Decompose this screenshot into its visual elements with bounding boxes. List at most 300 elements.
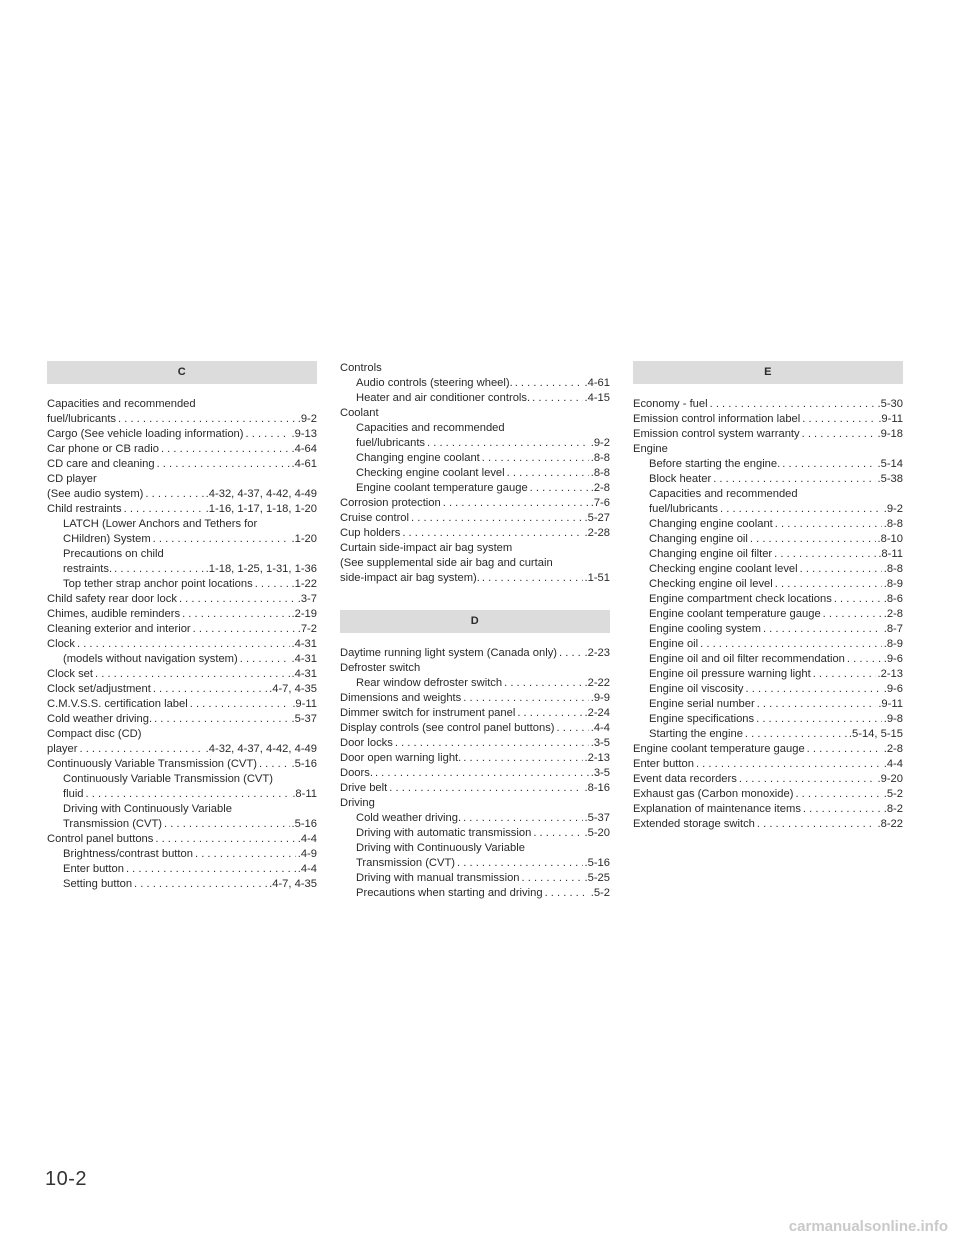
- index-entry: [47, 682, 317, 697]
- page-reference: .4-31: [291, 668, 317, 680]
- index-subentry: [633, 622, 903, 637]
- entry-text: Top tether strap anchor point locations: [63, 578, 253, 590]
- dot-leader: [389, 781, 582, 796]
- entry-text: Changing engine coolant: [649, 518, 773, 530]
- index-entry: [340, 556, 610, 571]
- entry-text: Continuously Variable Transmission (CVT): [47, 758, 257, 770]
- entry-text: Engine oil and oil filter recommendation: [649, 653, 845, 665]
- entry-text: side-impact air bag system).: [340, 572, 480, 584]
- index-entry: [47, 622, 317, 637]
- entry-text: Heater and air conditioner controls.: [356, 392, 531, 404]
- dot-leader: [739, 772, 876, 787]
- page-reference: .5-37: [584, 812, 610, 824]
- page-reference: .5-37: [291, 713, 317, 725]
- entry-text: Defroster switch: [340, 662, 421, 674]
- page-reference: .5-20: [584, 827, 610, 839]
- index-entry: [340, 511, 610, 526]
- entry-text: Daytime running light system (Canada only): [340, 647, 558, 659]
- dot-leader: [557, 721, 589, 736]
- entry-text: Cold weather driving.: [47, 713, 153, 725]
- index-subentry: [633, 547, 903, 562]
- page-reference: .5-14: [877, 458, 903, 470]
- page-reference: .4-64: [291, 443, 317, 455]
- dot-leader: [463, 811, 582, 826]
- entry-text: Enter button: [633, 758, 694, 770]
- page-reference: .8-8: [590, 467, 610, 479]
- page-reference: .7-6: [590, 497, 610, 509]
- section-spacer: [340, 586, 610, 610]
- index-entry: [340, 766, 610, 781]
- dot-leader: [255, 577, 290, 592]
- entry-text: Changing engine coolant: [356, 452, 480, 464]
- dot-leader: [86, 787, 291, 802]
- index-subentry: [47, 547, 317, 562]
- entry-text: Event data recorders: [633, 773, 737, 785]
- index-subentry: [340, 841, 610, 856]
- page-reference: .9-2: [297, 413, 317, 425]
- index-column-3: [633, 361, 903, 832]
- index-subentry: [340, 376, 610, 391]
- dot-leader: [153, 532, 290, 547]
- index-subentry: [633, 592, 903, 607]
- index-entry-list: [47, 397, 317, 892]
- entry-text: Exhaust gas (Carbon monoxide): [633, 788, 794, 800]
- page-reference: .4-31: [291, 653, 317, 665]
- index-subentry: [47, 802, 317, 817]
- entry-text: Continuously Variable Transmission (CVT): [63, 773, 273, 785]
- page-reference: .4-15: [584, 392, 610, 404]
- page-reference: .9-11: [878, 413, 903, 425]
- entry-text: Coolant: [340, 407, 379, 419]
- dot-leader: [155, 832, 295, 847]
- index-entry: [633, 412, 903, 427]
- dot-leader: [545, 886, 589, 901]
- entry-text: Control panel buttons: [47, 833, 154, 845]
- page-reference: .1-18, 1-25, 1-31, 1-36: [205, 563, 317, 575]
- index-entry: [340, 526, 610, 541]
- entry-text: Clock: [47, 638, 75, 650]
- page-reference: .9-18: [877, 428, 903, 440]
- watermark: carmanualsonline.info: [788, 1218, 948, 1235]
- entry-text: Controls: [340, 362, 382, 374]
- dot-leader: [246, 427, 290, 442]
- dot-leader: [807, 742, 882, 757]
- dot-leader: [402, 526, 582, 541]
- dot-leader: [795, 787, 881, 802]
- page-reference: .1-16, 1-17, 1-18, 1-20: [205, 503, 317, 515]
- dot-leader: [745, 727, 847, 742]
- index-entry: [340, 571, 610, 586]
- entry-text: Setting button: [63, 878, 133, 890]
- page-reference: .3-5: [590, 767, 610, 779]
- entry-text: Engine compartment check locations: [649, 593, 832, 605]
- section-header-d: D: [340, 610, 610, 633]
- index-subentry: [47, 532, 317, 547]
- page-reference: .8-9: [883, 638, 903, 650]
- page-reference: .3-5: [590, 737, 610, 749]
- dot-leader: [375, 766, 589, 781]
- index-subentry: [633, 457, 903, 472]
- entry-text: Emission control system warranty: [633, 428, 800, 440]
- index-entry: [633, 802, 903, 817]
- index-entry: [340, 361, 610, 376]
- dot-leader: [114, 562, 204, 577]
- entry-text: Curtain side-impact air bag system: [340, 542, 513, 554]
- entry-text: Dimensions and weights: [340, 692, 462, 704]
- dot-leader: [775, 517, 882, 532]
- page-reference: .5-38: [877, 473, 903, 485]
- dot-leader: [530, 481, 589, 496]
- index-entry: [340, 541, 610, 556]
- page-reference: .1-51: [584, 572, 610, 584]
- entry-text: Doors.: [340, 767, 373, 779]
- index-entry: [340, 796, 610, 811]
- page-reference: .4-9: [297, 848, 317, 860]
- entry-text: Driving with automatic transmission: [356, 827, 532, 839]
- dot-leader: [782, 457, 875, 472]
- index-entry: [633, 442, 903, 457]
- entry-text: Engine oil viscosity: [649, 683, 744, 695]
- entry-text: Dimmer switch for instrument panel: [340, 707, 516, 719]
- entry-text: Checking engine oil level: [649, 578, 773, 590]
- entry-text: Clock set: [47, 668, 94, 680]
- index-entry: [47, 442, 317, 457]
- page-reference: .8-6: [883, 593, 903, 605]
- page-reference: .9-2: [590, 437, 610, 449]
- index-subentry: [47, 577, 317, 592]
- index-entry: [47, 712, 317, 727]
- index-entry: [340, 781, 610, 796]
- entry-text: Checking engine coolant level: [649, 563, 798, 575]
- index-entry: [47, 742, 317, 757]
- index-entry: [47, 487, 317, 502]
- dot-leader: [411, 511, 582, 526]
- entry-text: restraints.: [63, 563, 113, 575]
- entry-text: Changing engine oil: [649, 533, 748, 545]
- index-entry: [633, 817, 903, 832]
- page-reference: .9-13: [291, 428, 317, 440]
- dot-leader: [515, 376, 583, 391]
- index-subentry: [47, 517, 317, 532]
- dot-leader: [182, 607, 289, 622]
- index-subentry: [340, 421, 610, 436]
- entry-text: Engine serial number: [649, 698, 755, 710]
- entry-text: Capacities and recommended: [47, 398, 196, 410]
- index-entry: [47, 637, 317, 652]
- page-reference: .8-9: [883, 578, 903, 590]
- page-reference: .8-2: [883, 803, 903, 815]
- page-reference: .9-8: [883, 713, 903, 725]
- dot-leader: [179, 592, 296, 607]
- entry-text: Engine coolant temperature gauge: [633, 743, 805, 755]
- index-entry-list: [340, 646, 610, 901]
- page-reference: .2-13: [877, 668, 903, 680]
- index-entry: [47, 397, 317, 412]
- page-reference: .2-22: [584, 677, 610, 689]
- page-reference: .1-22: [291, 578, 317, 590]
- index-subentry: [633, 667, 903, 682]
- page-reference: .5-14, 5-15: [848, 728, 903, 740]
- index-entry: [340, 721, 610, 736]
- dot-leader: [195, 847, 296, 862]
- entry-text: Economy - fuel: [633, 398, 708, 410]
- entry-text: Transmission (CVT): [63, 818, 163, 830]
- dot-leader: [834, 592, 882, 607]
- entry-text: Capacities and recommended: [649, 488, 798, 500]
- dot-leader: [443, 496, 589, 511]
- entry-text: C.M.V.S.S. certification label: [47, 698, 188, 710]
- entry-text: Emission control information label: [633, 413, 801, 425]
- index-entry: [47, 427, 317, 442]
- index-entry: [47, 412, 317, 427]
- entry-text: fuel/lubricants: [47, 413, 117, 425]
- entry-text: Engine coolant temperature gauge: [356, 482, 528, 494]
- index-entry: [633, 757, 903, 772]
- index-entry: [340, 406, 610, 421]
- dot-leader: [154, 712, 289, 727]
- page-reference: .4-32, 4-37, 4-42, 4-49: [205, 488, 317, 500]
- dot-leader: [482, 571, 583, 586]
- dot-leader: [164, 817, 289, 832]
- page-reference: .8-16: [584, 782, 610, 794]
- page-reference: .5-30: [877, 398, 903, 410]
- page-reference: .2-28: [584, 527, 610, 539]
- page-reference: .8-10: [877, 533, 903, 545]
- index-subentry: [633, 652, 903, 667]
- entry-text: Drive belt: [340, 782, 388, 794]
- index-entry: [47, 502, 317, 517]
- entry-text: Child safety rear door lock: [47, 593, 177, 605]
- page-reference: .4-7, 4-35: [269, 683, 317, 695]
- page-reference: .4-7, 4-35: [269, 878, 317, 890]
- index-subentry: [340, 481, 610, 496]
- index-subentry: [340, 436, 610, 451]
- entry-text: Engine oil: [649, 638, 699, 650]
- index-subentry: [47, 652, 317, 667]
- dot-leader: [145, 487, 203, 502]
- entry-text: CD care and cleaning: [47, 458, 155, 470]
- dot-leader: [118, 412, 296, 427]
- entry-text: Engine coolant temperature gauge: [649, 608, 821, 620]
- page-reference: .4-4: [297, 863, 317, 875]
- dot-leader: [79, 742, 203, 757]
- index-entry: [340, 706, 610, 721]
- index-entry: [340, 691, 610, 706]
- entry-text: fuel/lubricants: [356, 437, 426, 449]
- page-number: 10-2: [45, 1168, 88, 1190]
- index-entry: [47, 472, 317, 487]
- entry-text: Rear window defroster switch: [356, 677, 503, 689]
- dot-leader: [774, 547, 876, 562]
- entry-text: Cruise control: [340, 512, 410, 524]
- entry-text: LATCH (Lower Anchors and Tethers for: [63, 518, 258, 530]
- index-subentry: [340, 466, 610, 481]
- index-entry: [47, 667, 317, 682]
- entry-text: (See audio system): [47, 488, 144, 500]
- dot-leader: [517, 706, 582, 721]
- dot-leader: [522, 871, 583, 886]
- entry-text: Starting the engine: [649, 728, 743, 740]
- dot-leader: [427, 436, 589, 451]
- entry-text: Cold weather driving.: [356, 812, 462, 824]
- dot-leader: [463, 751, 582, 766]
- dot-leader: [813, 667, 876, 682]
- entry-text: Capacities and recommended: [356, 422, 505, 434]
- page-reference: .8-8: [590, 452, 610, 464]
- index-entry: [340, 646, 610, 661]
- index-subentry: [633, 637, 903, 652]
- entry-text: Transmission (CVT): [356, 857, 456, 869]
- index-column-1: [47, 361, 317, 892]
- entry-text: Engine cooling system: [649, 623, 761, 635]
- dot-leader: [756, 712, 882, 727]
- index-column-2: [340, 361, 610, 901]
- page-reference: .2-8: [883, 608, 903, 620]
- entry-text: Block heater: [649, 473, 712, 485]
- index-entry: [47, 457, 317, 472]
- index-entry: [47, 607, 317, 622]
- index-entry: [633, 772, 903, 787]
- page-reference: .2-23: [584, 647, 610, 659]
- index-entry: [47, 757, 317, 772]
- entry-text: Engine specifications: [649, 713, 755, 725]
- entry-text: fuel/lubricants: [649, 503, 719, 515]
- index-subentry: [340, 826, 610, 841]
- entry-text: Extended storage switch: [633, 818, 755, 830]
- index-subentry: [340, 391, 610, 406]
- page-reference: .5-2: [883, 788, 903, 800]
- entry-text: Corrosion protection: [340, 497, 441, 509]
- section-header-c: C: [47, 361, 317, 384]
- dot-leader: [153, 682, 267, 697]
- entry-text: Clock set/adjustment: [47, 683, 151, 695]
- entry-text: Changing engine oil filter: [649, 548, 773, 560]
- dot-leader: [713, 472, 875, 487]
- dot-leader: [134, 877, 267, 892]
- index-entry-list: [340, 361, 610, 586]
- entry-text: CD player: [47, 473, 97, 485]
- page-reference: .1-20: [291, 533, 317, 545]
- entry-text: Brightness/contrast button: [63, 848, 193, 860]
- index-subentry: [47, 772, 317, 787]
- entry-text: Driving with Continuously Variable: [356, 842, 525, 854]
- index-subentry: [633, 532, 903, 547]
- index-entry: [633, 397, 903, 412]
- dot-leader: [126, 862, 296, 877]
- index-subentry: [340, 871, 610, 886]
- entry-text: (See supplemental side air bag and curtain: [340, 557, 553, 569]
- index-entry: [633, 427, 903, 442]
- index-entry: [633, 742, 903, 757]
- entry-text: Cargo (See vehicle loading information): [47, 428, 244, 440]
- entry-text: Child restraints: [47, 503, 122, 515]
- page-reference: .8-8: [883, 563, 903, 575]
- index-subentry: [633, 682, 903, 697]
- index-subentry: [633, 502, 903, 517]
- dot-leader: [802, 412, 876, 427]
- index-subentry: [633, 472, 903, 487]
- entry-text: Driving: [340, 797, 375, 809]
- page-reference: .9-11: [292, 698, 317, 710]
- entry-text: Display controls (see control panel buttons): [340, 722, 555, 734]
- page-reference: .2-13: [584, 752, 610, 764]
- page-reference: .4-4: [883, 758, 903, 770]
- page-reference: .2-8: [590, 482, 610, 494]
- dot-leader: [775, 577, 882, 592]
- entry-text: Checking engine coolant level: [356, 467, 505, 479]
- index-entry: [633, 787, 903, 802]
- dot-leader: [720, 502, 882, 517]
- index-entry: [340, 496, 610, 511]
- dot-leader: [463, 691, 588, 706]
- index-subentry: [47, 787, 317, 802]
- page-reference: .4-32, 4-37, 4-42, 4-49: [205, 743, 317, 755]
- entry-text: Explanation of maintenance items: [633, 803, 801, 815]
- page-reference: .5-25: [584, 872, 610, 884]
- entry-text: Precautions on child: [63, 548, 164, 560]
- index-subentry: [340, 451, 610, 466]
- index-subentry: [633, 712, 903, 727]
- dot-leader: [533, 826, 582, 841]
- index-subentry: [340, 811, 610, 826]
- dot-leader: [457, 856, 582, 871]
- page-reference: .8-11: [878, 548, 903, 560]
- entry-text: Enter button: [63, 863, 124, 875]
- page-reference: .8-8: [883, 518, 903, 530]
- entry-text: Engine: [633, 443, 668, 455]
- index-entry: [340, 661, 610, 676]
- page-reference: .2-24: [584, 707, 610, 719]
- page-reference: .5-2: [590, 887, 610, 899]
- entry-text: Cup holders: [340, 527, 401, 539]
- index-entry: [47, 697, 317, 712]
- index-subentry: [340, 856, 610, 871]
- dot-leader: [746, 682, 882, 697]
- index-subentry: [47, 817, 317, 832]
- section-header-e: E: [633, 361, 903, 384]
- entry-text: Precautions when starting and driving: [356, 887, 543, 899]
- dot-leader: [847, 652, 882, 667]
- page-reference: .9-6: [883, 683, 903, 695]
- page-reference: .7-2: [297, 623, 317, 635]
- index-subentry: [633, 517, 903, 532]
- dot-leader: [161, 442, 290, 457]
- dot-leader: [800, 562, 882, 577]
- index-subentry: [633, 727, 903, 742]
- page-reference: .8-22: [877, 818, 903, 830]
- index-entry-list: [633, 397, 903, 832]
- dot-leader: [124, 502, 204, 517]
- page-reference: .4-4: [590, 722, 610, 734]
- index-entry: [47, 727, 317, 742]
- entry-text: CHildren) System: [63, 533, 151, 545]
- index-subentry: [340, 676, 610, 691]
- entry-text: Engine oil pressure warning light: [649, 668, 811, 680]
- index-subentry: [340, 886, 610, 901]
- entry-text: Car phone or CB radio: [47, 443, 159, 455]
- entry-text: Door locks: [340, 737, 393, 749]
- index-subentry: [633, 697, 903, 712]
- index-subentry: [633, 487, 903, 502]
- entry-text: Driving with manual transmission: [356, 872, 520, 884]
- page-reference: .3-7: [297, 593, 317, 605]
- page-reference: .8-11: [292, 788, 317, 800]
- page-reference: .5-16: [291, 818, 317, 830]
- dot-leader: [710, 397, 876, 412]
- dot-leader: [395, 736, 589, 751]
- page-reference: .5-16: [584, 857, 610, 869]
- entry-text: fluid: [63, 788, 84, 800]
